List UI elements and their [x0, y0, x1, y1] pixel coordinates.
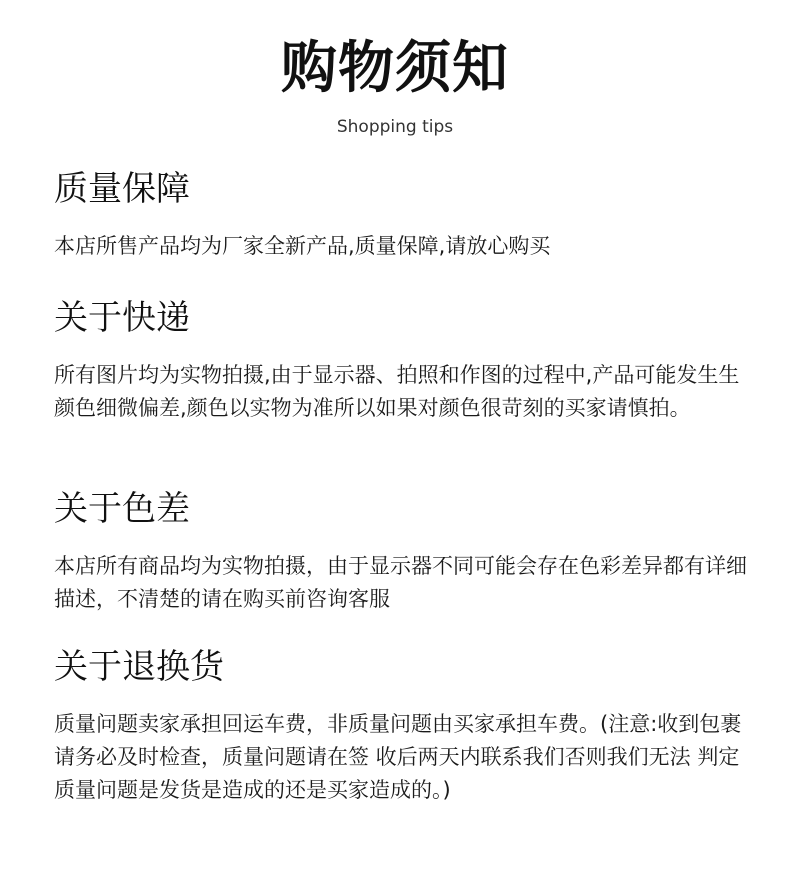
section-body: 本店所有商品均为实物拍摄，由于显示器不同可能会存在色彩差异都有详细描述，不清楚的请在购买前咨询客服 — [54, 554, 747, 611]
page-header — [0, 36, 790, 138]
section-heading: 关于快递 — [54, 298, 190, 338]
section-heading: 关于色差 — [54, 489, 190, 529]
section-shipping — [54, 297, 754, 425]
section-body: 质量问题卖家承担回运车费，非质量问题由买家承担车费。(注意:收到包裹请务必及时检查，质量问题请在签 收后两天内联系我们否则我们无法 判定质量问题是发货是造成的还是买家造成的。) — [54, 712, 742, 802]
page-title: 购物须知 — [281, 36, 509, 101]
section-body: 本店所售产品均为厂家全新产品,质量保障,请放心购买 — [54, 234, 551, 258]
section-color-difference — [54, 488, 754, 616]
section-heading: 关于退换货 — [54, 647, 224, 687]
section-returns — [54, 646, 754, 807]
page-subtitle: Shopping tips — [336, 117, 454, 137]
section-quality-guarantee — [54, 168, 754, 263]
section-body: 所有图片均为实物拍摄,由于显示器、拍照和作图的过程中,产品可能发生生颜色细微偏差,颜色以实物为准所以如果对颜色很苛刻的买家请慎拍。 — [54, 363, 740, 420]
section-heading: 质量保障 — [54, 169, 190, 209]
